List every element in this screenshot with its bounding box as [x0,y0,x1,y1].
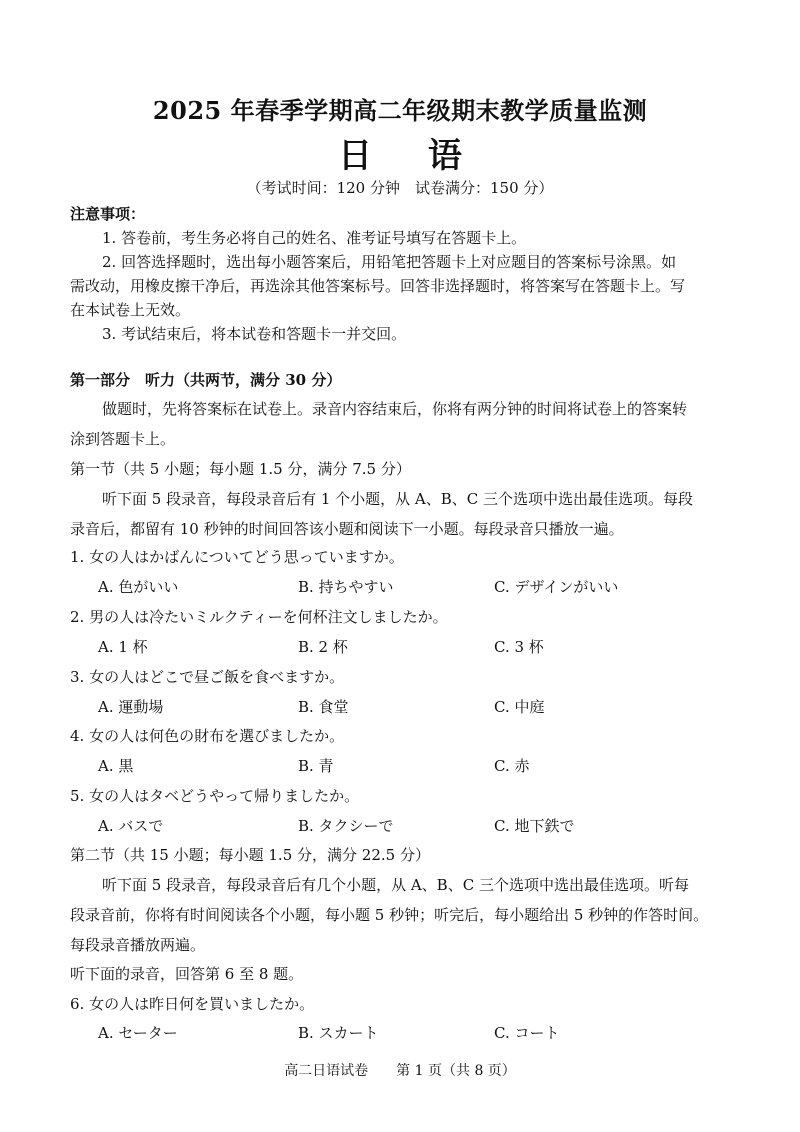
question-1: 1. 女の人はかばんについてどう思っていますか。 [70,548,404,566]
question-4: 4. 女の人は何色の財布を選びましたか。 [70,727,345,745]
section2-heading: 第二节（共 15 小题；每小题 1.5 分，满分 22.5 分） [70,846,430,864]
question-6-option-c: C. コート [494,1024,560,1042]
notice-heading: 注意事项： [70,205,146,223]
section1-instructions-line-1: 听下面 5 段录音，每段录音后有 1 个小题，从 A、B、C 三个选项中选出最佳选项。每段 [102,490,694,508]
section2-instructions-line-2: 段录音前，你将有时间阅读各个小题，每小题 5 秒钟；听完后，每小题给出 5 秒钟的作答时间。 [70,906,709,924]
section1-instructions-line-2: 录音后，都留有 10 秒钟的时间回答该小题和阅读下一小题。每段录音只播放一遍。 [70,520,624,538]
part1-heading: 第一部分 听力（共两节，满分 30 分） [70,371,342,389]
section1-heading: 第一节（共 5 小题；每小题 1.5 分，满分 7.5 分） [70,460,411,478]
question-2-option-a: A. 1 杯 [98,638,148,656]
section2-instructions-line-1: 听下面 5 段录音，每段录音后有几个小题，从 A、B、C 三个选项中选出最佳选项。听每 [102,876,689,894]
question-3-option-a: A. 運動場 [98,698,164,716]
question-2-option-b: B. 2 杯 [298,638,348,656]
notice-item-2-line-3: 在本试卷上无效。 [70,301,191,319]
question-4-option-b: B. 青 [298,757,334,775]
part1-intro-line-2: 涂到答题卡上。 [70,430,176,448]
group-intro: 听下面的录音，回答第 6 至 8 题。 [70,965,304,983]
exam-title: 2025 年春季学期高二年级期末教学质量监测 [152,96,648,125]
notice-item-3: 3. 考试结束后，将本试卷和答题卡一并交回。 [102,325,407,343]
question-1-option-a: A. 色がいい [98,578,179,596]
question-5: 5. 女の人はタベどうやって帰りましたか。 [70,787,360,805]
question-2-option-c: C. 3 杯 [494,638,544,656]
question-5-option-c: C. 地下鉄で [494,817,575,835]
notice-item-1: 1. 答卷前，考生务必将自己的姓名、准考证号填写在答题卡上。 [102,229,527,247]
exam-info: （考试时间：120 分钟 试卷满分：150 分） [246,179,554,197]
question-5-option-a: A. バスで [98,817,164,835]
part1-intro-line-1: 做题时，先将答案标在试卷上。录音内容结束后，你将有两分钟的时间将试卷上的答案转 [102,400,688,418]
question-3-option-c: C. 中庭 [494,698,545,716]
question-6: 6. 女の人は昨日何を買いましたか。 [70,995,315,1013]
notice-item-2-line-2: 需改动，用橡皮擦干净后，再选涂其他答案标号。回答非选择题时，将答案写在答题卡上。写 [70,277,686,295]
page-footer: 高二日语试卷 第 1 页（共 8 页） [284,1063,516,1079]
question-5-option-b: B. タクシーで [298,817,394,835]
question-2: 2. 男の人は冷たいミルクティーを何杯注文しましたか。 [70,608,448,626]
question-1-option-c: C. デザインがいい [494,578,619,596]
subject-title: 日 语 [338,136,484,176]
question-6-option-b: B. スカート [298,1024,379,1042]
question-3-option-b: B. 食堂 [298,698,349,716]
question-3: 3. 女の人はどこで昼ご飯を食べますか。 [70,668,345,686]
question-4-option-c: C. 赤 [494,757,530,775]
section2-instructions-line-3: 每段录音播放两遍。 [70,936,206,954]
question-6-option-a: A. セーター [98,1024,178,1042]
question-1-option-b: B. 持ちやすい [298,578,394,596]
question-4-option-a: A. 黒 [98,757,134,775]
notice-item-2-line-1: 2. 回答选择题时，选出每小题答案后，用铅笔把答题卡上对应题目的答案标号涂黑。如 [102,253,677,271]
